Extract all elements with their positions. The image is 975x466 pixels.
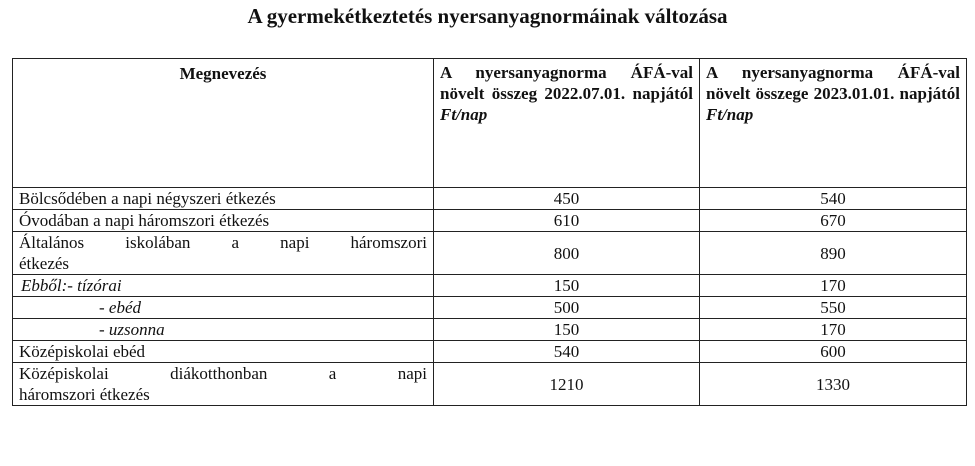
table-row: [13, 188, 967, 210]
table-row: [13, 297, 967, 319]
row-value-2022: 150: [434, 275, 700, 297]
row-value-2022: 540: [434, 341, 700, 363]
row-name-line1: Általános iskolában a napi háromszori: [19, 233, 427, 252]
table-row: [13, 275, 967, 297]
header-2023-text: A nyersanyagnorma ÁFÁ-val növelt összege 2023.01.01. napjától: [706, 63, 960, 103]
row-name-line1: Középiskolai diákotthonban a napi: [19, 364, 427, 383]
row-name-line2: háromszori étkezés: [19, 385, 150, 404]
row-value-2022: 800: [434, 232, 700, 275]
row-value-2023: 670: [700, 210, 967, 232]
row-value-2023: 890: [700, 232, 967, 275]
header-name: Megnevezés: [13, 59, 434, 188]
row-name: - ebéd: [13, 297, 434, 319]
row-name: - uzsonna: [13, 319, 434, 341]
row-name: Középiskolai ebéd: [13, 341, 434, 363]
row-value-2023: 540: [700, 188, 967, 210]
header-2023: [700, 59, 967, 188]
header-2022-text: A nyersanyagnorma ÁFÁ-val növelt összeg 2022.07.01. napjától: [440, 63, 693, 103]
row-name-line2: étkezés: [19, 254, 70, 273]
row-name: Bölcsődében a napi négyszeri étkezés: [13, 188, 434, 210]
row-value-2022: 150: [434, 319, 700, 341]
table-row: [13, 210, 967, 232]
norm-table: [12, 58, 967, 406]
row-name: [13, 232, 434, 275]
row-name: [13, 363, 434, 406]
row-value-2022: 1210: [434, 363, 700, 406]
table-row: [13, 232, 967, 275]
row-value-2022: 610: [434, 210, 700, 232]
header-2022: [434, 59, 700, 188]
table-row: [13, 363, 967, 406]
row-value-2023: 600: [700, 341, 967, 363]
row-name: Óvodában a napi háromszori étkezés: [13, 210, 434, 232]
row-value-2023: 550: [700, 297, 967, 319]
table-row: [13, 319, 967, 341]
row-value-2023: 1330: [700, 363, 967, 406]
table-row: [13, 341, 967, 363]
row-value-2023: 170: [700, 275, 967, 297]
table-header-row: [13, 59, 967, 188]
row-value-2023: 170: [700, 319, 967, 341]
row-name: Ebből:- tízórai: [13, 275, 434, 297]
header-2023-unit: Ft/nap: [706, 105, 754, 124]
document-title: A gyermekétkeztetés nyersanyagnormáinak változása: [247, 4, 728, 28]
header-2022-unit: Ft/nap: [440, 105, 488, 124]
row-value-2022: 500: [434, 297, 700, 319]
row-value-2022: 450: [434, 188, 700, 210]
